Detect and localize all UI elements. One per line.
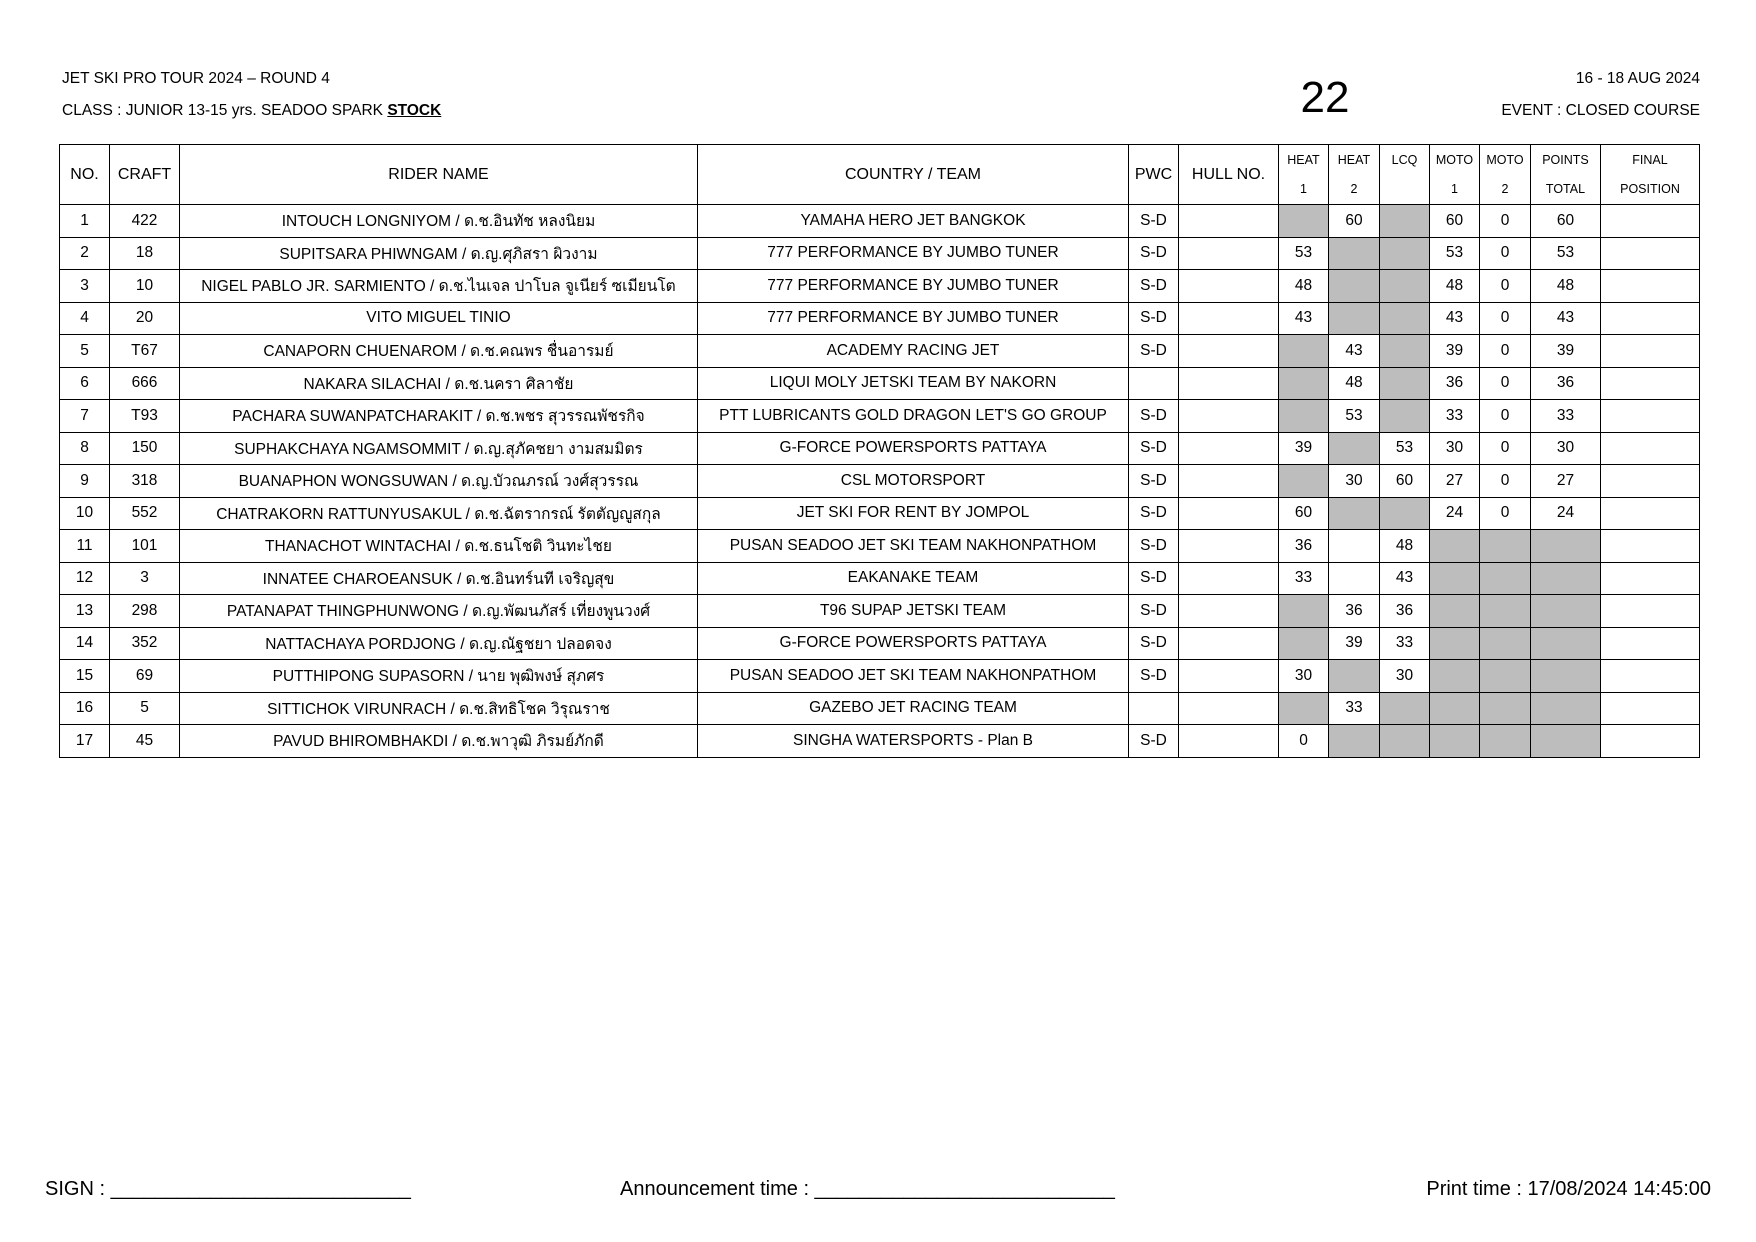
- cell-heat1: 39: [1279, 432, 1329, 465]
- cell-rider: SITTICHOK VIRUNRACH / ด.ช.สิทธิโชค วิรุณราช: [180, 692, 698, 725]
- cell-pwc: S-D: [1129, 530, 1179, 563]
- table-row: [60, 530, 1700, 563]
- cell-lcq: 60: [1380, 465, 1430, 498]
- cell-heat2: [1329, 562, 1380, 595]
- print-time: Print time : 17/08/2024 14:45:00: [1426, 1178, 1711, 1200]
- cell-heat1: [1279, 335, 1329, 368]
- table-row: [60, 562, 1700, 595]
- cell-heat1: 30: [1279, 660, 1329, 693]
- col-points-sub: TOTAL: [1531, 175, 1601, 205]
- cell-rider: BUANAPHON WONGSUWAN / ด.ญ.บัวณภรณ์ วงศ์สุวรรณ: [180, 465, 698, 498]
- cell-pwc: [1129, 692, 1179, 725]
- header-left: [62, 68, 441, 132]
- cell-hull: [1179, 237, 1279, 270]
- cell-heat1: 48: [1279, 270, 1329, 303]
- cell-points: 27: [1531, 465, 1601, 498]
- cell-moto2: [1480, 660, 1531, 693]
- cell-rider: INTOUCH LONGNIYOM / ด.ช.อินทัช หลงนิยม: [180, 205, 698, 238]
- cell-heat2: 39: [1329, 627, 1380, 660]
- cell-team: PUSAN SEADOO JET SKI TEAM NAKHONPATHOM: [698, 530, 1129, 563]
- col-lcq-sub: [1380, 175, 1430, 205]
- table-row: [60, 205, 1700, 238]
- table-row: [60, 237, 1700, 270]
- cell-rider: PATANAPAT THINGPHUNWONG / ด.ญ.พัฒนภัสร์ เที่ยงพูนวงศ์: [180, 595, 698, 628]
- cell-final: [1601, 302, 1700, 335]
- cell-craft: 552: [110, 497, 180, 530]
- cell-lcq: 33: [1380, 627, 1430, 660]
- cell-hull: [1179, 660, 1279, 693]
- col-moto2: MOTO: [1480, 145, 1531, 175]
- cell-points: 36: [1531, 367, 1601, 400]
- cell-final: [1601, 530, 1700, 563]
- cell-lcq: 43: [1380, 562, 1430, 595]
- cell-no: 4: [60, 302, 110, 335]
- cell-lcq: [1380, 367, 1430, 400]
- cell-final: [1601, 205, 1700, 238]
- table-row: [60, 400, 1700, 433]
- cell-points: [1531, 595, 1601, 628]
- col-hull: HULL NO.: [1179, 145, 1279, 205]
- col-heat2: HEAT: [1329, 145, 1380, 175]
- cell-moto2: 0: [1480, 465, 1531, 498]
- cell-no: 2: [60, 237, 110, 270]
- cell-final: [1601, 400, 1700, 433]
- col-moto1-sub: 1: [1430, 175, 1480, 205]
- cell-craft: 666: [110, 367, 180, 400]
- class-label: CLASS : JUNIOR 13-15 yrs. SEADOO SPARK: [62, 102, 388, 119]
- cell-heat2: [1329, 725, 1380, 758]
- cell-team: SINGHA WATERSPORTS - Plan B: [698, 725, 1129, 758]
- cell-points: 53: [1531, 237, 1601, 270]
- cell-moto2: 0: [1480, 497, 1531, 530]
- cell-lcq: [1380, 692, 1430, 725]
- cell-final: [1601, 367, 1700, 400]
- cell-heat1: [1279, 627, 1329, 660]
- cell-moto2: [1480, 595, 1531, 628]
- results-table: [59, 144, 1700, 758]
- cell-hull: [1179, 530, 1279, 563]
- cell-team: T96 SUPAP JETSKI TEAM: [698, 595, 1129, 628]
- event-title: JET SKI PRO TOUR 2024 – ROUND 4: [62, 70, 330, 87]
- cell-final: [1601, 497, 1700, 530]
- cell-craft: 45: [110, 725, 180, 758]
- cell-moto1: [1430, 627, 1480, 660]
- cell-points: 30: [1531, 432, 1601, 465]
- cell-team: LIQUI MOLY JETSKI TEAM BY NAKORN: [698, 367, 1129, 400]
- cell-heat2: 53: [1329, 400, 1380, 433]
- cell-craft: 150: [110, 432, 180, 465]
- cell-craft: 20: [110, 302, 180, 335]
- table-row: [60, 595, 1700, 628]
- col-rider: RIDER NAME: [180, 145, 698, 205]
- cell-moto1: 48: [1430, 270, 1480, 303]
- cell-pwc: S-D: [1129, 400, 1179, 433]
- cell-points: [1531, 660, 1601, 693]
- cell-no: 13: [60, 595, 110, 628]
- cell-no: 11: [60, 530, 110, 563]
- cell-craft: 18: [110, 237, 180, 270]
- cell-hull: [1179, 432, 1279, 465]
- cell-no: 14: [60, 627, 110, 660]
- table-row: [60, 725, 1700, 758]
- cell-craft: T93: [110, 400, 180, 433]
- cell-moto2: 0: [1480, 302, 1531, 335]
- cell-lcq: [1380, 335, 1430, 368]
- cell-craft: 422: [110, 205, 180, 238]
- cell-moto1: [1430, 595, 1480, 628]
- cell-rider: SUPHAKCHAYA NGAMSOMMIT / ด.ญ.สุภัคชยา งามสมมิตร: [180, 432, 698, 465]
- cell-craft: 101: [110, 530, 180, 563]
- cell-rider: PAVUD BHIROMBHAKDI / ด.ช.พาวุฒิ ภิรมย์ภักดี: [180, 725, 698, 758]
- cell-moto2: 0: [1480, 400, 1531, 433]
- cell-heat2: 48: [1329, 367, 1380, 400]
- cell-rider: CANAPORN CHUENAROM / ด.ช.คณพร ชื่นอารมย์: [180, 335, 698, 368]
- cell-points: 60: [1531, 205, 1601, 238]
- cell-heat2: [1329, 270, 1380, 303]
- cell-moto2: 0: [1480, 237, 1531, 270]
- cell-no: 7: [60, 400, 110, 433]
- cell-craft: 5: [110, 692, 180, 725]
- cell-team: EAKANAKE TEAM: [698, 562, 1129, 595]
- table-row: [60, 497, 1700, 530]
- cell-lcq: [1380, 302, 1430, 335]
- class-highlight: STOCK: [387, 102, 442, 119]
- cell-heat1: [1279, 205, 1329, 238]
- cell-moto2: [1480, 692, 1531, 725]
- cell-heat1: 53: [1279, 237, 1329, 270]
- cell-heat2: [1329, 302, 1380, 335]
- class-line: [62, 100, 441, 132]
- cell-moto1: [1430, 692, 1480, 725]
- cell-hull: [1179, 627, 1279, 660]
- cell-craft: 10: [110, 270, 180, 303]
- cell-heat2: 60: [1329, 205, 1380, 238]
- cell-heat1: [1279, 465, 1329, 498]
- cell-hull: [1179, 205, 1279, 238]
- cell-no: 1: [60, 205, 110, 238]
- cell-hull: [1179, 725, 1279, 758]
- col-final: FINAL: [1601, 145, 1700, 175]
- cell-no: 17: [60, 725, 110, 758]
- cell-moto1: 24: [1430, 497, 1480, 530]
- cell-points: 24: [1531, 497, 1601, 530]
- cell-heat2: [1329, 660, 1380, 693]
- cell-moto1: 43: [1430, 302, 1480, 335]
- cell-hull: [1179, 497, 1279, 530]
- cell-points: [1531, 692, 1601, 725]
- cell-moto2: 0: [1480, 335, 1531, 368]
- cell-lcq: [1380, 725, 1430, 758]
- table-row: [60, 660, 1700, 693]
- event-type: EVENT : CLOSED COURSE: [1501, 102, 1700, 119]
- cell-final: [1601, 270, 1700, 303]
- cell-no: 10: [60, 497, 110, 530]
- cell-pwc: S-D: [1129, 660, 1179, 693]
- cell-heat1: [1279, 367, 1329, 400]
- col-points: POINTS: [1531, 145, 1601, 175]
- cell-pwc: S-D: [1129, 562, 1179, 595]
- table-row: [60, 367, 1700, 400]
- cell-lcq: [1380, 237, 1430, 270]
- cell-craft: 69: [110, 660, 180, 693]
- col-no: NO.: [60, 145, 110, 205]
- cell-team: G-FORCE POWERSPORTS PATTAYA: [698, 432, 1129, 465]
- cell-heat2: [1329, 237, 1380, 270]
- cell-moto2: [1480, 627, 1531, 660]
- cell-pwc: S-D: [1129, 725, 1179, 758]
- col-team: COUNTRY / TEAM: [698, 145, 1129, 205]
- cell-no: 5: [60, 335, 110, 368]
- cell-rider: VITO MIGUEL TINIO: [180, 302, 698, 335]
- cell-hull: [1179, 335, 1279, 368]
- cell-lcq: [1380, 205, 1430, 238]
- cell-final: [1601, 562, 1700, 595]
- cell-moto1: 36: [1430, 367, 1480, 400]
- cell-moto1: [1430, 725, 1480, 758]
- cell-moto2: 0: [1480, 432, 1531, 465]
- cell-moto1: 60: [1430, 205, 1480, 238]
- cell-hull: [1179, 270, 1279, 303]
- cell-points: [1531, 627, 1601, 660]
- col-pwc: PWC: [1129, 145, 1179, 205]
- event-date: 16 - 18 AUG 2024: [1575, 70, 1700, 87]
- cell-lcq: 53: [1380, 432, 1430, 465]
- cell-heat2: [1329, 432, 1380, 465]
- cell-pwc: S-D: [1129, 465, 1179, 498]
- col-moto2-sub: 2: [1480, 175, 1531, 205]
- cell-heat1: [1279, 400, 1329, 433]
- cell-points: [1531, 725, 1601, 758]
- cell-moto1: 39: [1430, 335, 1480, 368]
- cell-lcq: [1380, 497, 1430, 530]
- col-final-sub: POSITION: [1601, 175, 1700, 205]
- cell-pwc: S-D: [1129, 237, 1179, 270]
- cell-final: [1601, 432, 1700, 465]
- cell-hull: [1179, 400, 1279, 433]
- cell-rider: NIGEL PABLO JR. SARMIENTO / ด.ช.ไนเจล ปาโบล จูเนียร์ ซเมียนโต: [180, 270, 698, 303]
- cell-no: 12: [60, 562, 110, 595]
- cell-rider: THANACHOT WINTACHAI / ด.ช.ธนโชติ วินทะไชย: [180, 530, 698, 563]
- cell-rider: NAKARA SILACHAI / ด.ช.นครา ศิลาชัย: [180, 367, 698, 400]
- cell-craft: 352: [110, 627, 180, 660]
- cell-team: ACADEMY RACING JET: [698, 335, 1129, 368]
- cell-hull: [1179, 465, 1279, 498]
- cell-heat1: 36: [1279, 530, 1329, 563]
- cell-hull: [1179, 302, 1279, 335]
- cell-team: 777 PERFORMANCE BY JUMBO TUNER: [698, 237, 1129, 270]
- header-right: [1501, 68, 1700, 132]
- cell-craft: T67: [110, 335, 180, 368]
- cell-moto2: [1480, 562, 1531, 595]
- cell-final: [1601, 595, 1700, 628]
- cell-moto2: 0: [1480, 205, 1531, 238]
- cell-heat1: 0: [1279, 725, 1329, 758]
- cell-heat1: 60: [1279, 497, 1329, 530]
- table-body: [60, 205, 1700, 758]
- col-moto1: MOTO: [1430, 145, 1480, 175]
- cell-lcq: 48: [1380, 530, 1430, 563]
- cell-no: 3: [60, 270, 110, 303]
- cell-team: 777 PERFORMANCE BY JUMBO TUNER: [698, 270, 1129, 303]
- cell-team: CSL MOTORSPORT: [698, 465, 1129, 498]
- cell-heat2: 43: [1329, 335, 1380, 368]
- cell-moto1: 53: [1430, 237, 1480, 270]
- cell-lcq: [1380, 270, 1430, 303]
- cell-team: G-FORCE POWERSPORTS PATTAYA: [698, 627, 1129, 660]
- cell-hull: [1179, 595, 1279, 628]
- cell-lcq: 36: [1380, 595, 1430, 628]
- col-heat2-sub: 2: [1329, 175, 1380, 205]
- table-header: [60, 145, 1700, 205]
- cell-moto2: [1480, 530, 1531, 563]
- cell-points: 33: [1531, 400, 1601, 433]
- cell-points: [1531, 530, 1601, 563]
- table-row: [60, 270, 1700, 303]
- cell-rider: CHATRAKORN RATTUNYUSAKUL / ด.ช.ฉัตรากรณ์ รัตตัญญูสกุล: [180, 497, 698, 530]
- cell-heat1: [1279, 595, 1329, 628]
- cell-final: [1601, 465, 1700, 498]
- cell-pwc: S-D: [1129, 205, 1179, 238]
- cell-no: 16: [60, 692, 110, 725]
- cell-final: [1601, 725, 1700, 758]
- cell-heat1: 33: [1279, 562, 1329, 595]
- cell-pwc: S-D: [1129, 302, 1179, 335]
- cell-rider: NATTACHAYA PORDJONG / ด.ญ.ณัฐชยา ปลอดจง: [180, 627, 698, 660]
- table-row: [60, 692, 1700, 725]
- cell-team: 777 PERFORMANCE BY JUMBO TUNER: [698, 302, 1129, 335]
- cell-craft: 3: [110, 562, 180, 595]
- cell-hull: [1179, 562, 1279, 595]
- cell-lcq: [1380, 400, 1430, 433]
- cell-moto1: 30: [1430, 432, 1480, 465]
- cell-no: 8: [60, 432, 110, 465]
- cell-hull: [1179, 692, 1279, 725]
- cell-craft: 318: [110, 465, 180, 498]
- cell-heat2: [1329, 530, 1380, 563]
- cell-pwc: S-D: [1129, 270, 1179, 303]
- cell-no: 9: [60, 465, 110, 498]
- cell-team: JET SKI FOR RENT BY JOMPOL: [698, 497, 1129, 530]
- cell-lcq: 30: [1380, 660, 1430, 693]
- cell-pwc: [1129, 367, 1179, 400]
- cell-team: GAZEBO JET RACING TEAM: [698, 692, 1129, 725]
- table-row: [60, 432, 1700, 465]
- table-row: [60, 465, 1700, 498]
- cell-final: [1601, 237, 1700, 270]
- cell-team: PTT LUBRICANTS GOLD DRAGON LET'S GO GROUP: [698, 400, 1129, 433]
- col-lcq: LCQ: [1380, 145, 1430, 175]
- class-number: 22: [1300, 73, 1350, 122]
- col-craft: CRAFT: [110, 145, 180, 205]
- cell-rider: PACHARA SUWANPATCHARAKIT / ด.ช.พชร สุวรรณพัชรกิจ: [180, 400, 698, 433]
- cell-team: YAMAHA HERO JET BANGKOK: [698, 205, 1129, 238]
- cell-no: 15: [60, 660, 110, 693]
- cell-points: [1531, 562, 1601, 595]
- cell-moto2: [1480, 725, 1531, 758]
- table-row: [60, 335, 1700, 368]
- cell-final: [1601, 627, 1700, 660]
- cell-points: 39: [1531, 335, 1601, 368]
- cell-heat2: 36: [1329, 595, 1380, 628]
- cell-final: [1601, 692, 1700, 725]
- cell-pwc: S-D: [1129, 497, 1179, 530]
- cell-final: [1601, 335, 1700, 368]
- col-heat1-sub: 1: [1279, 175, 1329, 205]
- sign-line: SIGN : ___________________________: [45, 1178, 411, 1200]
- cell-moto1: [1430, 562, 1480, 595]
- table-row: [60, 627, 1700, 660]
- cell-rider: SUPITSARA PHIWNGAM / ด.ญ.ศุภิสรา ผิวงาม: [180, 237, 698, 270]
- cell-moto1: [1430, 530, 1480, 563]
- col-heat1: HEAT: [1279, 145, 1329, 175]
- cell-heat1: [1279, 692, 1329, 725]
- cell-pwc: S-D: [1129, 627, 1179, 660]
- cell-points: 43: [1531, 302, 1601, 335]
- cell-pwc: S-D: [1129, 595, 1179, 628]
- cell-moto2: 0: [1480, 270, 1531, 303]
- table-row: [60, 302, 1700, 335]
- cell-rider: PUTTHIPONG SUPASORN / นาย พุฒิพงษ์ สุภศร: [180, 660, 698, 693]
- cell-heat1: 43: [1279, 302, 1329, 335]
- cell-moto2: 0: [1480, 367, 1531, 400]
- cell-pwc: S-D: [1129, 335, 1179, 368]
- cell-heat2: 30: [1329, 465, 1380, 498]
- cell-rider: INNATEE CHAROEANSUK / ด.ช.อินทร์นที เจริญสุข: [180, 562, 698, 595]
- cell-moto1: 27: [1430, 465, 1480, 498]
- cell-final: [1601, 660, 1700, 693]
- cell-hull: [1179, 367, 1279, 400]
- announcement-time: Announcement time : ___________________________: [620, 1178, 1115, 1200]
- cell-heat2: [1329, 497, 1380, 530]
- cell-no: 6: [60, 367, 110, 400]
- cell-pwc: S-D: [1129, 432, 1179, 465]
- cell-points: 48: [1531, 270, 1601, 303]
- cell-heat2: 33: [1329, 692, 1380, 725]
- cell-moto1: [1430, 660, 1480, 693]
- cell-craft: 298: [110, 595, 180, 628]
- cell-team: PUSAN SEADOO JET SKI TEAM NAKHONPATHOM: [698, 660, 1129, 693]
- cell-moto1: 33: [1430, 400, 1480, 433]
